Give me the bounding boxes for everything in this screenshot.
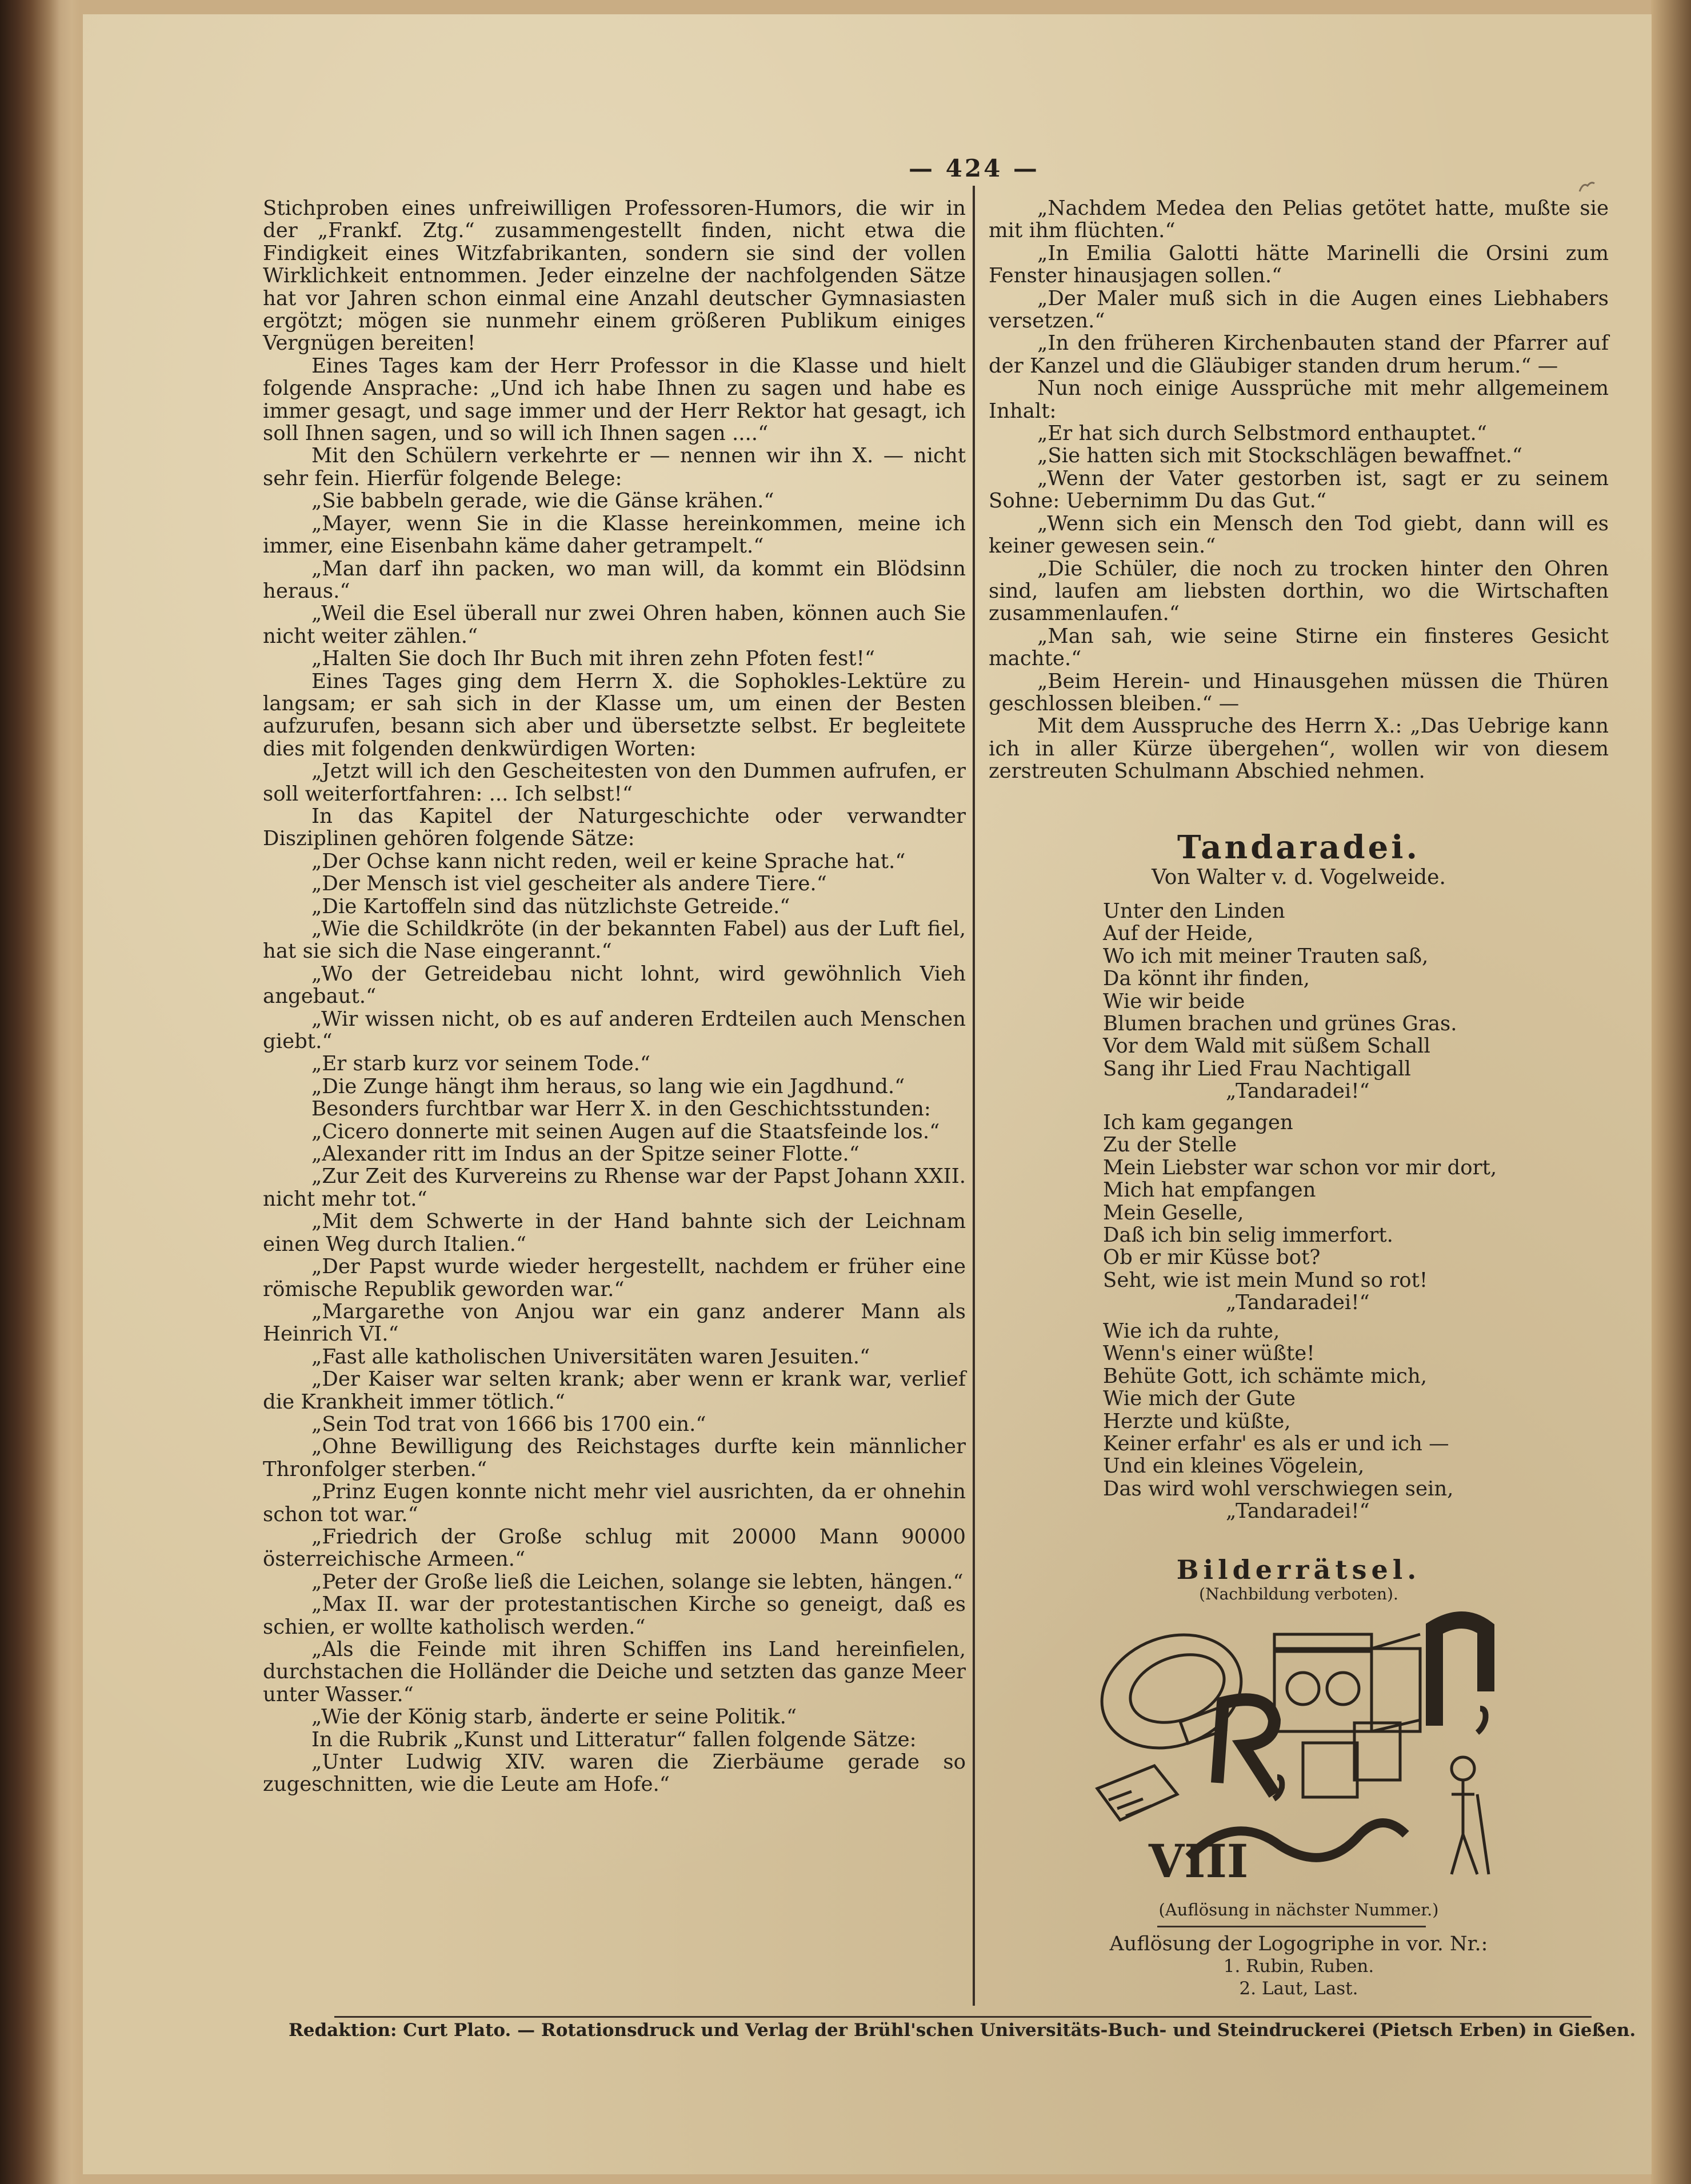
- poem-line: Wie ich da ruhte,: [1103, 1319, 1280, 1343]
- poem-line: Seht, wie ist mein Mund so rot!: [1103, 1268, 1428, 1292]
- man-figure-icon: [1452, 1757, 1474, 1780]
- quote: „Die Schüler, die noch zu trocken hinter den Ohren sind, laufen am liebsten dorthin, wo die Wirtschaften zusammenlaufen.“: [989, 557, 1609, 626]
- paragraph: Mit dem Ausspruche des Herrn X.: „Das Uebrige kann ich in aller Kürze übergehen“, wollen wir von diesem zerstreuten Schulmann Abschied nehmen.: [989, 714, 1609, 783]
- quote: „Sein Tod trat von 1666 bis 1700 ein.“: [311, 1412, 706, 1436]
- rebus-numeral: VIII: [1149, 1834, 1249, 1888]
- quote: „Wenn sich ein Mensch den Tod giebt, dann will es keiner gewesen sein.“: [989, 511, 1609, 558]
- solution-heading: Auflösung der Logogriphe in vor. Nr.:: [1109, 1933, 1488, 1955]
- poem-line: Vor dem Wald mit süßem Schall: [1103, 1034, 1430, 1058]
- separator-rule: [1157, 1926, 1426, 1927]
- poem-line: Ob er mir Küsse bot?: [1103, 1246, 1321, 1270]
- poem-line: Herzte und küßte,: [1103, 1409, 1291, 1433]
- quote: „Der Maler muß sich in die Augen eines Liebhabers versetzen.“: [989, 286, 1609, 333]
- quote: „Der Kaiser war selten krank; aber wenn er krank war, verlief die Krankheit immer tötlich.“: [263, 1367, 966, 1414]
- poem-stanza-1: [1103, 900, 1606, 1103]
- comma-icon: [1477, 1709, 1486, 1733]
- solution-line: 1. Rubin, Ruben.: [1223, 1956, 1374, 1977]
- poem-line: Mein Geselle,: [1103, 1201, 1244, 1225]
- quote: „Sie babbeln gerade, wie die Gänse krähen.“: [311, 489, 774, 513]
- quote: „Beim Herein- und Hinausgehen müssen die Thüren geschlossen bleiben.“ —: [989, 669, 1609, 715]
- imprint: Redaktion: Curt Plato. — Rotationsdruck und Verlag der Brühl'schen Universitäts-Buch- und Steindruckerei (Pietsch Erben) in Gießen.: [289, 2020, 1636, 2041]
- quote: „Als die Feinde mit ihren Schiffen ins Land hereinfielen, durchstachen die Holländer die Deiche und setzten das ganze Meer unter Wasser.“: [263, 1638, 966, 1706]
- quote: „Der Ochse kann nicht reden, weil er keine Sprache hat.“: [311, 849, 906, 873]
- poem-line: Zu der Stelle: [1103, 1133, 1237, 1157]
- poem-stanza-2: [1103, 1111, 1606, 1314]
- quote: „Man sah, wie seine Stirne ein finsteres Gesicht machte.“: [989, 624, 1609, 671]
- poem-refrain: „Tandaradei!“: [1226, 1079, 1370, 1103]
- quote: „Sie hatten sich mit Stockschlägen bewaffnet.“: [1037, 444, 1523, 468]
- page-number: — 424 —: [909, 154, 1040, 182]
- rebus-subtitle: (Nachbildung verboten).: [1199, 1585, 1398, 1603]
- quote: „Er starb kurz vor seinem Tode.“: [311, 1052, 651, 1076]
- column-divider: [973, 186, 975, 2006]
- poem-author: Von Walter v. d. Vogelweide.: [1152, 866, 1446, 889]
- quote: „Prinz Eugen konnte nicht mehr viel ausrichten, da er ohnehin schon tot war.“: [263, 1480, 966, 1526]
- ink-mark: [1577, 180, 1597, 194]
- belt-icon: [1086, 1616, 1257, 1767]
- poem-line: Und ein kleines Vögelein,: [1103, 1454, 1365, 1478]
- paragraph: In das Kapitel der Naturgeschichte oder verwandter Disziplinen gehören folgende Sätze:: [263, 804, 966, 851]
- paragraph: Mit den Schülern verkehrte er — nennen wir ihn X. — nicht sehr fein. Hierfür folgende Belege:: [263, 444, 966, 490]
- quote: „Die Kartoffeln sind das nützlichste Getreide.“: [311, 894, 790, 918]
- poem-line: Mich hat empfangen: [1103, 1178, 1316, 1202]
- quote: „Friedrich der Große schlug mit 20000 Mann 90000 österreichische Armeen.“: [263, 1525, 966, 1571]
- quote: „In Emilia Galotti hätte Marinelli die Orsini zum Fenster hinausjagen sollen.“: [989, 241, 1609, 288]
- solution-line: 2. Laut, Last.: [1239, 1978, 1358, 1999]
- quote: „In den früheren Kirchenbauten stand der Pfarrer auf der Kanzel und die Gläubiger standen drum herum.“ —: [989, 331, 1609, 378]
- quote: „Mit dem Schwerte in der Hand bahnte sich der Leichnam einen Weg durch Italien.“: [263, 1210, 966, 1256]
- poem-line: Ich kam gegangen: [1103, 1111, 1293, 1134]
- poem-line: Wie wir beide: [1103, 989, 1245, 1013]
- poem-line: Blumen brachen und grünes Gras.: [1103, 1012, 1457, 1036]
- solution-block: [989, 1933, 1609, 2000]
- quote: „Jetzt will ich den Gescheitesten von den Dummen aufrufen, er soll weiterfortfahren: ... Ich selbst!“: [263, 759, 966, 806]
- poem-line: Da könnt ihr finden,: [1103, 967, 1310, 991]
- rebus-title: Bilderrätsel.: [1176, 1554, 1421, 1585]
- chest-icon: [1274, 1649, 1372, 1731]
- quote: „Unter Ludwig XIV. waren die Zierbäume gerade so zugeschnitten, wie die Leute am Hofe.“: [263, 1750, 966, 1797]
- box-icon: [1303, 1743, 1357, 1797]
- quote: „Zur Zeit des Kurvereins zu Rhense war der Papst Johann XXII. nicht mehr tot.“: [263, 1165, 966, 1211]
- quote: „Halten Sie doch Ihr Buch mit ihren zehn Pfoten fest!“: [311, 647, 876, 671]
- right-column: [989, 197, 1609, 783]
- quote: „Wie die Schildkröte (in der bekannten Fabel) aus der Luft fiel, hat sie sich die Nase eingerannt.“: [263, 917, 966, 963]
- quote: „Die Zunge hängt ihm heraus, so lang wie ein Jagdhund.“: [311, 1074, 905, 1098]
- page-edges: [1651, 0, 1691, 2184]
- poem-line: Wenn's einer wüßte!: [1103, 1342, 1315, 1366]
- paragraph: Stichproben eines unfreiwilligen Professoren-Humors, die wir in der „Frankf. Ztg.“ zusammengestellt finden, nicht etwa die Findigkeit eines Witzfabrikanten, sondern sie sind der vollen Wirklichkeit entnommen. Jeder einzelne der nachfolgenden Sätze hat vor Jahren schon einmal eine Anzahl deutscher Gymnasiasten ergötzt; mögen sie nunmehr einem größeren Publikum einiges Vergnügen bereiten!: [263, 197, 966, 355]
- poem-line: Auf der Heide,: [1103, 922, 1254, 946]
- rebus-illustration: [1086, 1606, 1523, 1900]
- paragraph: In die Rubrik „Kunst und Litteratur“ fallen folgende Sätze:: [311, 1727, 917, 1751]
- newspaper-page: [83, 14, 1652, 2174]
- quote: „Mayer, wenn Sie in die Klasse hereinkommen, meine ich immer, eine Eisenbahn käme daher getrampelt.“: [263, 511, 966, 558]
- poem-refrain: „Tandaradei!“: [1226, 1499, 1370, 1523]
- quote: „Weil die Esel überall nur zwei Ohren haben, können auch Sie nicht weiter zählen.“: [263, 602, 966, 648]
- paragraph: Eines Tages kam der Herr Professor in die Klasse und hielt folgende Ansprache: „Und ich habe Ihnen zu sagen und habe es immer gesagt, und sage immer und der Herr Rektor hat gesagt, ich soll Ihnen sagen, und so will ich Ihnen sagen ....“: [263, 354, 966, 446]
- poem-line: Wo ich mit meiner Trauten saß,: [1103, 944, 1429, 968]
- poem-line: Sang ihr Lied Frau Nachtigall: [1103, 1057, 1411, 1081]
- paragraph: Nun noch einige Aussprüche mit mehr allgemeinem Inhalt:: [989, 377, 1609, 423]
- letter-n-icon: [1434, 1620, 1486, 1726]
- poem-stanza-3: [1103, 1320, 1606, 1523]
- quote: „Nachdem Medea den Pelias getötet hatte, mußte sie mit ihm flüchten.“: [989, 197, 1609, 243]
- poem-line: Wie mich der Gute: [1103, 1387, 1296, 1411]
- quote: „Wenn der Vater gestorben ist, sagt er zu seinem Sohne: Uebernimm Du das Gut.“: [989, 466, 1609, 513]
- left-column: [263, 197, 966, 1796]
- poem-line: Behüte Gott, ich schämte mich,: [1103, 1364, 1427, 1388]
- poem-refrain: „Tandaradei!“: [1226, 1291, 1370, 1315]
- poem-title: Tandaradei.: [1177, 829, 1421, 866]
- quote: „Ohne Bewilligung des Reichstages durfte kein männlicher Thronfolger sterben.“: [263, 1435, 966, 1481]
- poem-line: Unter den Linden: [1103, 899, 1285, 923]
- quote: „Der Mensch ist viel gescheiter als andere Tiere.“: [311, 872, 827, 896]
- poem-line: Daß ich bin selig immerfort.: [1103, 1223, 1393, 1247]
- poem-line: Keiner erfahr' es als er und ich —: [1103, 1432, 1449, 1456]
- quote: „Man darf ihn packen, wo man will, da kommt ein Blödsinn heraus.“: [263, 557, 966, 603]
- quote: „Peter der Große ließ die Leichen, solange sie lebten, hängen.“: [311, 1570, 964, 1594]
- quote: „Fast alle katholischen Universitäten waren Jesuiten.“: [311, 1345, 870, 1369]
- paragraph: Eines Tages ging dem Herrn X. die Sophokles-Lektüre zu langsam; er sah sich in der Klasse um, um einen der Besten aufzurufen, besann sich aber und übersetzte selbst. Er begleitete dies mit folgenden denkwürdigen Worten:: [263, 669, 966, 761]
- quote: „Margarethe von Anjou war ein ganz anderer Mann als Heinrich VI.“: [263, 1299, 966, 1346]
- quote: „Wir wissen nicht, ob es auf anderen Erdteilen auch Menschen giebt.“: [263, 1007, 966, 1054]
- quote: „Der Papst wurde wieder hergestellt, nachdem er früher eine römische Republik geworden war.“: [263, 1255, 966, 1301]
- quote: „Max II. war der protestantischen Kirche so geneigt, daß es schien, er wollte katholisch werden.“: [263, 1593, 966, 1639]
- poem-line: Das wird wohl verschwiegen sein,: [1103, 1477, 1454, 1501]
- quote: „Alexander ritt im Indus an der Spitze seiner Flotte.“: [311, 1142, 860, 1166]
- rebus-note: (Auflösung in nächster Nummer.): [1158, 1900, 1439, 1919]
- quote: „Wo der Getreidebau nicht lohnt, wird gewöhnlich Vieh angebaut.“: [263, 962, 966, 1009]
- quote: „Cicero donnerte mit seinen Augen auf die Staatsfeinde los.“: [311, 1119, 940, 1143]
- poem-line: Mein Liebster war schon vor mir dort,: [1103, 1155, 1497, 1179]
- paragraph: Besonders furchtbar war Herr X. in den Geschichtsstunden:: [311, 1097, 931, 1121]
- footer-rule: [334, 2016, 1592, 2018]
- quote: „Er hat sich durch Selbstmord enthauptet.“: [1037, 422, 1487, 446]
- letter-r-icon: [1217, 1699, 1274, 1794]
- quote: „Wie der König starb, änderte er seine Politik.“: [311, 1705, 797, 1729]
